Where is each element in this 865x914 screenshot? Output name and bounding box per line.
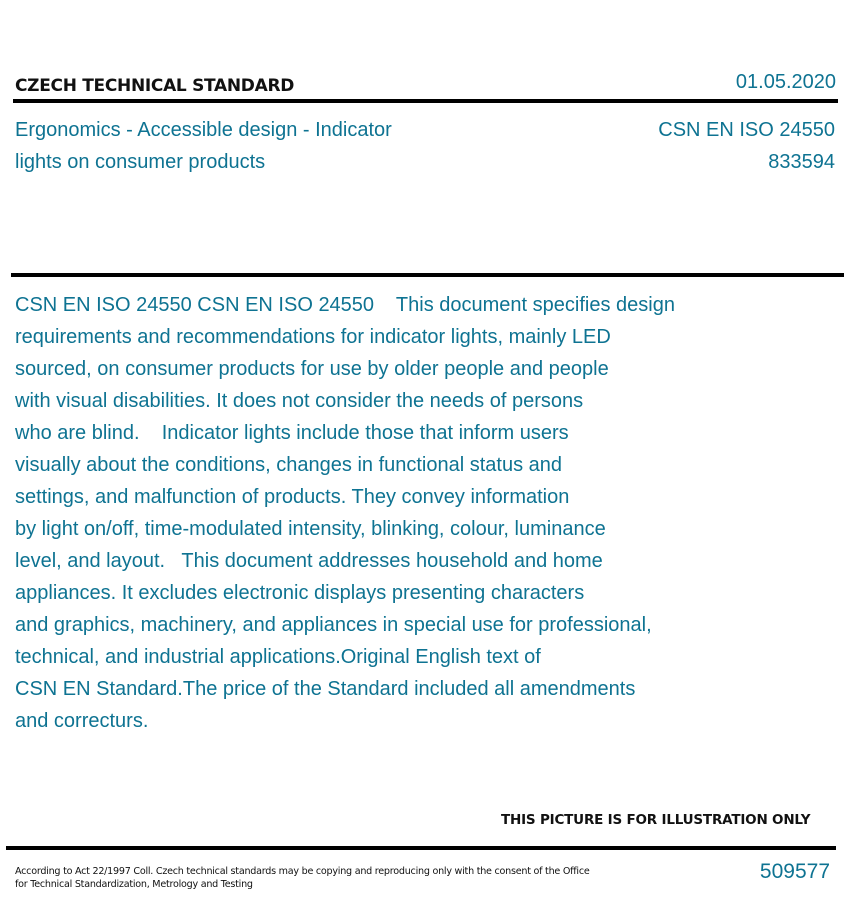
document-title: [15, 114, 392, 178]
footer-rule: [6, 846, 836, 850]
publication-date: 01.05.2020: [735, 71, 836, 93]
abstract-line: and graphics, machinery, and appliances in special use for professional,: [15, 614, 652, 636]
document-title-line: lights on consumer products: [15, 151, 266, 173]
abstract-line: and correcturs.: [15, 710, 149, 732]
title-rule: [11, 273, 844, 277]
abstract-line: sourced, on consumer products for use by older people and people: [15, 358, 609, 380]
abstract-line: who are blind. Indicator lights include those that inform users: [15, 422, 569, 444]
abstract-line: visually about the conditions, changes in functional status and: [15, 454, 563, 476]
legal-notice-line: for Technical Standardization, Metrology and Testing: [15, 879, 253, 890]
abstract-line: settings, and malfunction of products. They convey information: [15, 486, 570, 508]
document-id: 509577: [759, 860, 830, 883]
document-code-block: [658, 114, 835, 178]
standard-code: CSN EN ISO 24550: [658, 119, 835, 141]
document-abstract: [15, 289, 735, 737]
abstract-line: with visual disabilities. It does not consider the needs of persons: [15, 390, 584, 412]
abstract-line: CSN EN ISO 24550 CSN EN ISO 24550 This document specifies design: [15, 294, 675, 316]
standard-type-heading: CZECH TECHNICAL STANDARD: [15, 76, 295, 96]
document-title-line: Ergonomics - Accessible design - Indicator: [15, 119, 392, 141]
header-rule: [13, 99, 838, 103]
legal-notice: [15, 865, 590, 891]
legal-notice-line: According to Act 22/1997 Coll. Czech technical standards may be copying and reproducing only with the consent of the Office: [15, 866, 590, 877]
abstract-line: CSN EN Standard.The price of the Standard included all amendments: [15, 678, 636, 700]
abstract-line: appliances. It excludes electronic displays presenting characters: [15, 582, 585, 604]
abstract-line: by light on/off, time-modulated intensity, blinking, colour, luminance: [15, 518, 606, 540]
abstract-line: level, and layout. This document addresses household and home: [15, 550, 603, 572]
abstract-line: requirements and recommendations for indicator lights, mainly LED: [15, 326, 611, 348]
catalog-number: 833594: [768, 151, 835, 173]
illustration-notice: THIS PICTURE IS FOR ILLUSTRATION ONLY: [501, 812, 811, 828]
abstract-line: technical, and industrial applications.Original English text of: [15, 646, 541, 668]
